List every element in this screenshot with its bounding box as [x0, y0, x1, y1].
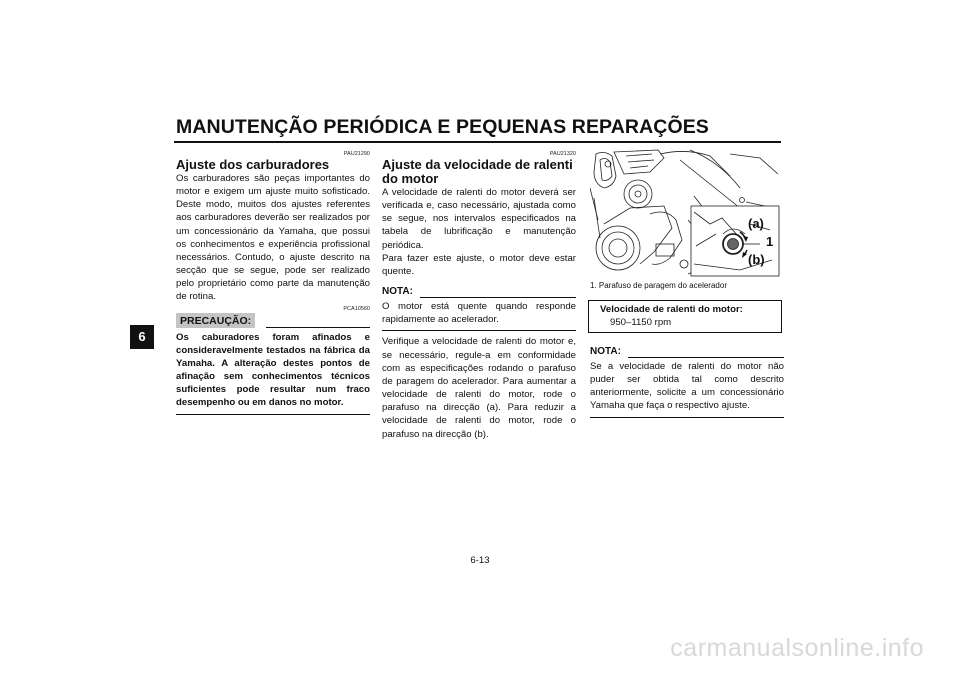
figure-caption: 1. Parafuso de paragem do acelerador [590, 281, 727, 290]
section-code: PAU21320 [549, 151, 576, 157]
page-title: MANUTENÇÃO PERIÓDICA E PEQUENAS REPARAÇÕES [176, 116, 709, 138]
nota-header [590, 346, 784, 360]
idle-paragraph-1: A velocidade de ralenti do motor deverá ser verificada e, caso necessário, ajustada como se segue, nos intervalos especificados na tabela de lubrificação e manutenção periódica. [382, 187, 576, 251]
carburetor-paragraph: Os carburadores são peças importantes do motor e exigem um ajuste muito sofisticado. Deste modo, muitos dos ajustes referentes aos carburadores deverão ser realizados por um concessionário da Yamaha, que possui os conhecimentos e experiência profissional necessários. Contudo, o ajuste descrito na secção que se segue, pode ser realizado pelo proprietário como parte da manutenção de rotina. [176, 173, 370, 303]
nota-end-rule [590, 417, 784, 418]
caution-badge: PRECAUÇÃO: [176, 313, 255, 328]
idle-speed-spec-box [588, 300, 782, 333]
spec-value: 950–1150 rpm [610, 317, 672, 328]
caution-code: PCA10560 [343, 305, 370, 312]
nota-end-rule [382, 330, 576, 331]
nota-rule [628, 357, 784, 358]
idle-paragraph-2: Para fazer este ajuste, o motor deve estar quente. [382, 252, 576, 277]
chapter-tab: 6 [130, 325, 154, 349]
section-code: PAU21290 [343, 151, 370, 157]
spec-title: Velocidade de ralenti do motor: [600, 304, 743, 315]
page-number: 6-13 [470, 555, 490, 566]
figure-label-b: (b) [748, 252, 765, 267]
title-rule [174, 141, 781, 143]
section-heading-idle-speed: Ajuste da velocidade de ralenti do motor [382, 157, 573, 186]
idle-paragraph-3: Verifique a velocidade de ralenti do motor e, se necessário, regule-a em conformidade com as especificações rodando o parafuso de paragem do acelerador. Para aumentar a velocidade de ralenti do motor, rode o parafuso na direcção (a). Para reduzir a velocidade de ralenti do motor, rode o parafuso na direcção (b). [382, 336, 576, 440]
nota-rule [420, 297, 576, 298]
nota-text: Se a velocidade de ralenti do motor não puder ser obtida tal como descrito anteriormente, solicite a um concessionário Yamaha que faça o respectivo ajuste. [590, 361, 784, 412]
throttle-stop-screw-figure [590, 148, 782, 278]
watermark: carmanualsonline.info [670, 634, 924, 662]
nota-label: NOTA: [382, 286, 413, 298]
middle-column [382, 151, 576, 441]
nota-text: O motor está quente quando responde rapidamente ao acelerador. [382, 301, 576, 326]
nota-header [382, 286, 576, 300]
left-column [176, 151, 370, 415]
figure-label-a: (a) [748, 216, 764, 231]
caution-text: Os caburadores foram afinados e consideravelmente testados na fábrica da Yamaha. A alteração destes pontos de afinação sem conhecimentos técnicos suficientes pode resultar num fraco desempenho ou em danos no motor. [176, 331, 370, 409]
caution-header [176, 313, 370, 329]
nota-label: NOTA: [590, 346, 621, 357]
right-column-note [590, 346, 784, 418]
figure-label-1: 1 [766, 234, 774, 249]
caution-rule [266, 327, 370, 328]
section-heading-carburetor: Ajuste dos carburadores [176, 157, 330, 172]
caution-end-rule [176, 414, 370, 415]
